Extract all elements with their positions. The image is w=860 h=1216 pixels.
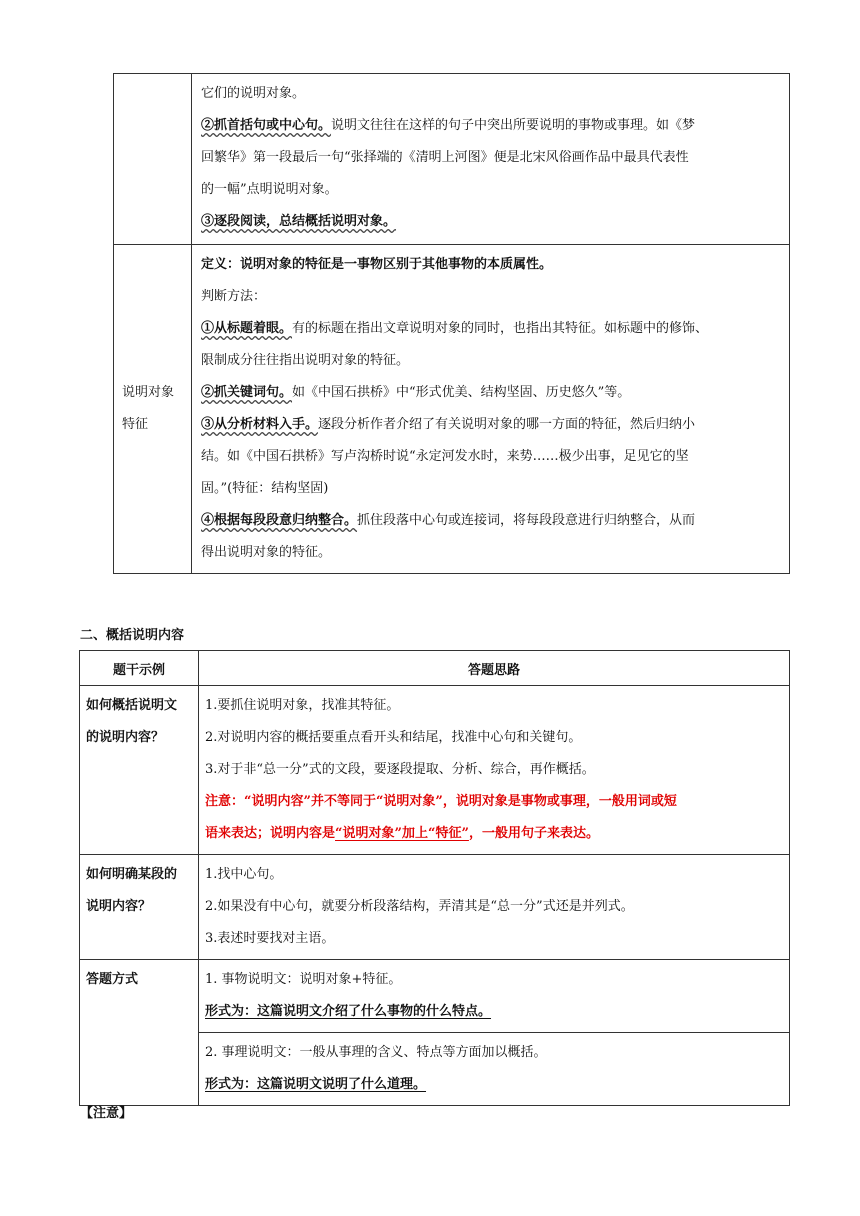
answer-item: 1. 事物说明文：说明对象+特征。	[205, 972, 402, 987]
answer-item: 2.如果没有中心句，就要分析段落结构，弄清其是“总一分”式还是并列式。	[205, 899, 634, 914]
section-title: 二、概括说明内容	[80, 628, 185, 643]
label-cell	[114, 74, 192, 245]
text-line: 结。如《中国石拱桥》写卢沟桥时说“永定河发水时，来势……极少出事，足见它的坚	[201, 449, 689, 464]
table-row	[80, 686, 790, 855]
answer-item: 2. 事理说明文：一般从事理的含义、特点等方面加以概括。	[205, 1045, 547, 1060]
question-text: 如何明确某段的	[86, 867, 178, 882]
text-line: 固。”(特征：结构坚固)	[201, 481, 329, 496]
text-line: 它们的说明对象。	[201, 86, 306, 101]
question-cell	[80, 960, 199, 1106]
key-phrase: ②抓首括句或中心句。	[201, 118, 332, 133]
answer-item: 3.表述时要找对主语。	[205, 931, 335, 946]
note-emphasis: “说明对象”加上“特征”	[335, 826, 469, 841]
answer-item: 3.对于非“总一分”式的文段，要逐段提取、分析、综合，再作概括。	[205, 762, 595, 777]
table-row	[80, 960, 790, 1033]
text-line	[201, 377, 781, 409]
key-phrase: ④根据每段段意归纳整合。	[201, 513, 358, 528]
text-line	[201, 313, 781, 345]
row-label: 特征	[122, 417, 149, 432]
text-line	[201, 206, 781, 238]
question-text: 如何概括说明文	[86, 698, 178, 713]
text-line: 的一幅”点明说明对象。	[201, 182, 338, 197]
text-line: 判断方法：	[201, 289, 267, 304]
text-line	[201, 505, 781, 537]
text-line: 得出说明对象的特征。	[201, 545, 332, 560]
text-line	[201, 110, 781, 142]
answer-cell	[199, 1033, 790, 1106]
content-cell	[192, 245, 790, 574]
answer-item: 2.对说明内容的概括要重点看开头和结尾，找准中心句和关键句。	[205, 730, 582, 745]
text-line: 回繁华》第一段最后一句“张择端的《清明上河图》便是北宋风俗画作品中最具代表性	[201, 150, 689, 165]
text-span: 逐段分析作者介绍了有关说明对象的哪一方面的特征，然后归纳小	[318, 417, 696, 432]
column-header: 题干示例	[80, 651, 199, 686]
note-text: 注意：“说明内容”并不等同于“说明对象”，说明对象是事物或事理，一般用词或短	[205, 794, 677, 809]
question-cell	[80, 686, 199, 855]
text-span: 如《中国石拱桥》中“形式优美、结构坚固、历史悠久”等。	[292, 385, 631, 400]
text-span: 抓住段落中心句或连接词，将每段段意进行归纳整合，从而	[357, 513, 696, 528]
answer-item: 1.找中心句。	[205, 867, 283, 882]
note-span: 语来表达；说明内容是	[205, 826, 336, 841]
text-line: 限制成分往往指出说明对象的特征。	[201, 353, 410, 368]
question-cell	[80, 855, 199, 960]
text-line	[201, 409, 781, 441]
answer-form: 形式为：这篇说明文介绍了什么事物的什么特点。	[205, 1004, 492, 1019]
text-span: 说明文往往在这样的句子中突出所要说明的事物或事理。如《梦	[331, 118, 696, 133]
table-row	[114, 245, 790, 574]
answer-form: 形式为：这篇说明文说明了什么道理。	[205, 1077, 427, 1092]
note-span: ，一般用句子来表达。	[468, 826, 599, 841]
question-text: 答题方式	[86, 972, 139, 987]
table-header-row	[80, 651, 790, 686]
row-label: 说明对象	[122, 385, 175, 400]
answer-cell	[199, 686, 790, 855]
note-text	[205, 818, 783, 850]
method-table	[113, 73, 790, 574]
text-span: 有的标题在指出文章说明对象的同时，也指出其特征。如标题中的修饰、	[292, 321, 709, 336]
question-text: 的说明内容？	[86, 730, 165, 745]
key-phrase: ①从标题着眼。	[201, 321, 293, 336]
key-phrase: ③逐段阅读，总结概括说明对象。	[201, 214, 397, 229]
content-summary-table	[79, 650, 790, 1106]
note-label: 【注意】	[80, 1106, 133, 1121]
answer-item: 1.要抓住说明对象，找准其特征。	[205, 698, 400, 713]
table-row	[114, 74, 790, 245]
answer-cell	[199, 855, 790, 960]
label-cell	[114, 245, 192, 574]
answer-cell	[199, 960, 790, 1033]
question-text: 说明内容？	[86, 899, 152, 914]
key-phrase: ②抓关键词句。	[201, 385, 293, 400]
column-header: 答题思路	[199, 651, 790, 686]
key-phrase: ③从分析材料入手。	[201, 417, 319, 432]
definition: 定义：说明对象的特征是一事物区别于其他事物的本质属性。	[201, 257, 553, 272]
content-cell	[192, 74, 790, 245]
table-row	[80, 855, 790, 960]
